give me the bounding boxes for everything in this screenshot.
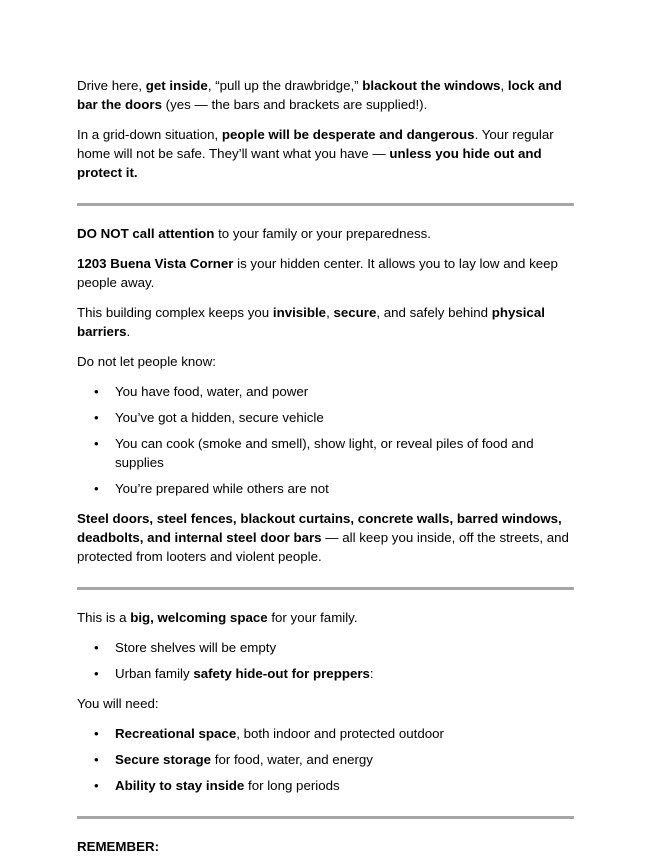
list-item: • Store shelves will be empty [77, 638, 574, 657]
text-run: , [326, 305, 334, 320]
text-run: , both indoor and protected outdoor [236, 726, 444, 741]
list-item [77, 664, 574, 683]
bold-text-run: physical barriers [77, 305, 545, 339]
paragraph-do-not-let-people-know: Do not let people know: [77, 354, 216, 369]
heading-remember [77, 837, 574, 856]
list-item [77, 750, 574, 769]
list-item: • You have food, water, and power [77, 382, 574, 401]
paragraph-hidden-center [77, 254, 574, 292]
text-run: is your hidden center. It allows you to lay low and keep people away. [77, 256, 558, 290]
bold-text-run: REMEMBER: [77, 839, 159, 854]
bold-text-run: Ability to stay inside [115, 778, 245, 793]
paragraph-you-will-need: You will need: [77, 696, 159, 711]
bold-text-run: big, welcoming space [130, 610, 268, 625]
text-run: Drive here, [77, 78, 146, 93]
text-run: : [369, 666, 374, 681]
bold-text-run: unless you hide out and protect it. [77, 146, 542, 180]
bold-text-run: people will be desperate and dangerous [221, 127, 475, 142]
bold-text-run: get inside [145, 78, 208, 93]
paragraph-steel-doors [77, 509, 574, 566]
text-run: , and safely behind [376, 305, 492, 320]
bold-text-run: secure [333, 305, 377, 320]
text-run: , [500, 78, 508, 93]
bold-text-run: safety hide-out for preppers [193, 666, 370, 681]
bold-text-run: DO NOT call attention [77, 226, 215, 241]
list-item [77, 724, 574, 743]
text-run: to your family or your preparedness. [214, 226, 431, 241]
text-run: This is a [77, 610, 131, 625]
text-run: . [126, 324, 131, 339]
bold-text-run: Steel doors, steel fences, blackout curtains, concrete walls, barred windows, deadbolts, and internal steel door bars [77, 511, 562, 545]
bold-text-run: Secure storage [115, 752, 212, 767]
list-item: • You’ve got a hidden, secure vehicle [77, 408, 574, 427]
text-run: for food, water, and energy [211, 752, 373, 767]
text-run: In a grid-down situation, [77, 127, 222, 142]
paragraph-welcoming-space [77, 608, 574, 627]
text-run: . Your regular home will not be safe. They’ll want what you have — [77, 127, 554, 161]
text-run: — all keep you inside, off the streets, and protected from looters and violent people. [77, 530, 569, 564]
text-run: This building complex keeps you [77, 305, 273, 320]
list-item: • You can cook (smoke and smell), show light, or reveal piles of food and supplies [77, 434, 574, 472]
bold-text-run: Recreational space [115, 726, 237, 741]
bold-text-run: blackout the windows [362, 78, 501, 93]
paragraph-do-not-call-attention [77, 224, 574, 243]
bullet-list-needs [77, 724, 574, 795]
bold-text-run: invisible [272, 305, 327, 320]
document-page [77, 76, 574, 867]
bold-text-run: 1203 Buena Vista Corner [77, 256, 234, 271]
text-run: for your family. [267, 610, 358, 625]
list-item: • You’re prepared while others are not [77, 479, 574, 498]
bullet-list-secrets [77, 382, 574, 498]
bullet-list-space [77, 638, 574, 683]
paragraph-building-complex [77, 303, 574, 341]
paragraph-grid-down [77, 125, 574, 182]
text-run: Urban family [115, 666, 194, 681]
list-item [77, 776, 574, 795]
bold-text-run: lock and bar the doors [77, 78, 562, 112]
paragraph-drive-here [77, 76, 574, 114]
text-run: (yes — the bars and brackets are supplied!). [161, 97, 428, 112]
text-run: , “pull up the drawbridge,” [207, 78, 363, 93]
text-run: for long periods [244, 778, 340, 793]
